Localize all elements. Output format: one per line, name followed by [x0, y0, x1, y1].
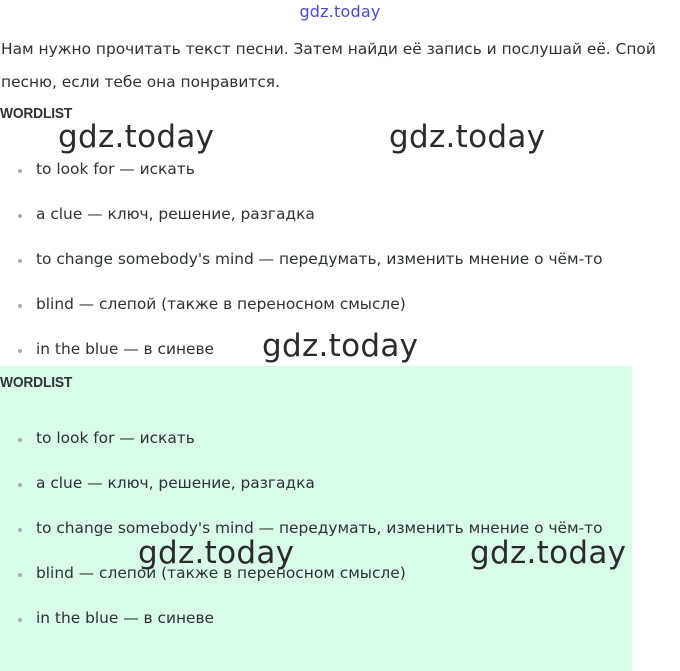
watermark: gdz.today — [389, 119, 546, 155]
watermark: gdz.today — [262, 328, 419, 364]
list-item: blind — слепой (также в переносном смысле) — [0, 563, 615, 583]
list-item: to change somebody's mind — передумать, изменить мнение о чём-то — [0, 510, 615, 546]
watermark: gdz.today — [58, 119, 215, 155]
intro-text: Нам нужно прочитать текст песни. Затем найди её запись и послушай её. Спой песню, если тебе она понравится. — [1, 40, 656, 91]
watermark: gdz.today — [138, 535, 295, 571]
list-item: to look for — искать — [0, 428, 615, 448]
watermark-top: gdz.today — [299, 2, 381, 21]
wordlist-heading: WORDLIST — [0, 105, 73, 122]
wordlist-heading: WORDLIST — [0, 374, 73, 391]
list-item: to change somebody's mind — передумать, изменить мнение о чём-то — [0, 249, 660, 269]
list-item: in the blue — в синеве — [0, 608, 615, 628]
list-item: a clue — ключ, решение, разгадка — [0, 204, 660, 224]
list-item: blind — слепой (также в переносном смысле) — [0, 294, 660, 314]
list-item: to look for — искать — [0, 159, 660, 179]
list-item: in the blue — в синеве — [0, 339, 660, 359]
list-item: a clue — ключ, решение, разгадка — [0, 473, 615, 493]
watermark: gdz.today — [470, 535, 627, 571]
